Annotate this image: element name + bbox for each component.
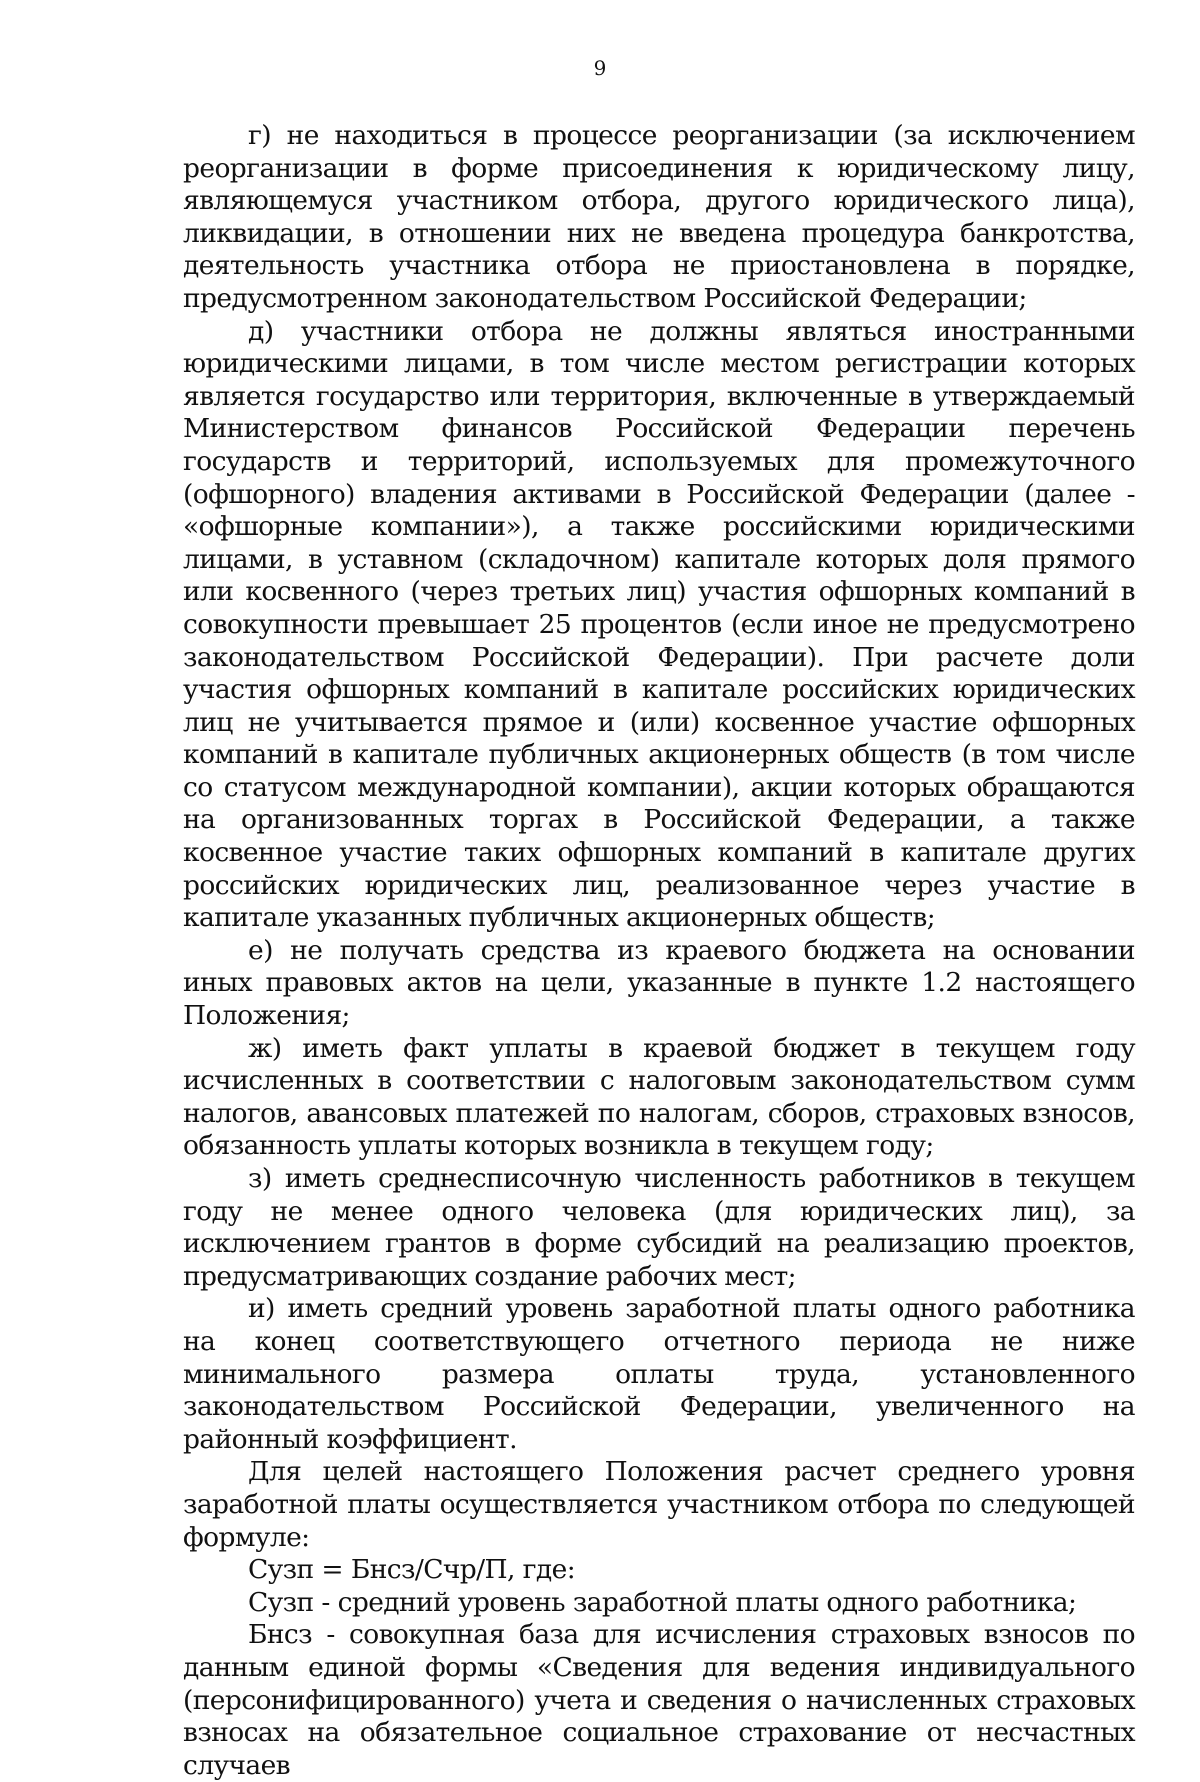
paragraph-formula-intro: Для целей настоящего Положения расчет среднего уровня заработной платы осуществляется участником отбора по следующей формуле: [183, 1456, 1135, 1553]
formula-line: Сузп = Бнсз/Счр/П, где: [248, 1554, 576, 1586]
paragraph-e: е) не получать средства из краевого бюджета на основании иных правовых актов на цели, указанные в пункте 1.2 настоящего Положения; [183, 934, 1135, 1032]
paragraph-i: и) иметь средний уровень заработной платы одного работника на конец соответствующего отчетного периода не ниже минимального размера оплаты труда, установленного законодательством Российской Федерации, увеличенного на районный коэффициент. [183, 1293, 1135, 1455]
formula-definition-suzp: Сузп - средний уровень заработной платы одного работника; [248, 1586, 1077, 1618]
paragraph-z: з) иметь среднесписочную численность работников в текущем году не менее одного человека (для юридических лиц), за исключением грантов в форме субсидий на реализацию проектов, предусматривающих создание рабочих мест; [183, 1163, 1135, 1292]
paragraph-d: д) участники отбора не должны являться иностранными юридическими лицами, в том числе местом регистрации которых является государство или территория, включенные в утверждаемый Министерством финансов Российской Федерации перечень государств и территорий, используемых для промежуточного (офшорного) владения активами в Российской Федерации (далее - «офшорные компании»), а также российскими юридическими лицами, в уставном (складочном) капитале которых доля прямого или косвенного (через третьих лиц) участия офшорных компаний в совокупности превышает 25 процентов (если иное не предусмотрено законодательством Российской Федерации). При расчете доли участия офшорных компаний в капитале российских юридических лиц не учитывается прямое и (или) косвенное участие офшорных компаний в капитале публичных акционерных обществ (в том числе со статусом международной компании), акции которых обращаются на организованных торгах в Российской Федерации, а также косвенное участие таких офшорных компаний в капитале других российских юридических лиц, реализованное через участие в капитале указанных публичных акционерных обществ; [183, 315, 1135, 934]
formula-definition-bnsz: Бнсз - совокупная база для исчисления страховых взносов по данным единой формы «Сведения для ведения индивидуального (персонифицированного) учета и сведения о начисленных страховых взносах на обязательное социальное страхование от несчастных случаев [183, 1619, 1135, 1781]
paragraph-g: г) не находиться в процессе реорганизации (за исключением реорганизации в форме присоединения к юридическому лицу, являющемуся участником отбора, другого юридического лица), ликвидации, в отношении них не введена процедура банкротства, деятельность участника отбора не приостановлена в порядке, предусмотренном законодательством Российской Федерации; [183, 120, 1135, 314]
document-body [183, 120, 1135, 1782]
paragraph-zh: ж) иметь факт уплаты в краевой бюджет в текущем году исчисленных в соответствии с налоговым законодательством сумм налогов, авансовых платежей по налогам, сборов, страховых взносов, обязанность уплаты которых возникла в текущем году; [183, 1032, 1135, 1162]
page-number: 9 [593, 56, 607, 80]
